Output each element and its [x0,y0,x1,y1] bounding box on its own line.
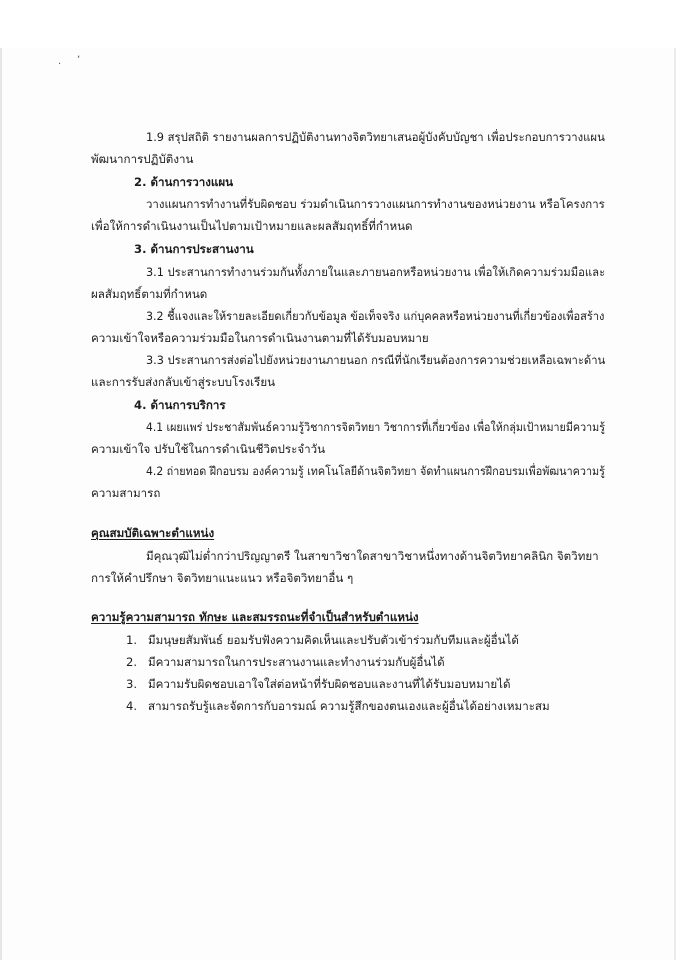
item-4-2-line-2: ความสามารถ [91,486,161,500]
qualifications-heading: คุณสมบัติเฉพาะตำแหน่ง [91,526,215,540]
item-3-2-line-2: ความเข้าใจหรือความร่วมมือในการดำเนินงานตามที่ได้รับมอบหมาย [91,331,429,345]
section-3-heading: 3. ด้านการประสานงาน [134,242,254,256]
list-text: มีความสามารถในการประสานงานและทำงานร่วมกับผู้อื่นได้ [148,655,445,669]
item-3-1-line-1: 3.1 ประสานการทำงานร่วมกันทั้งภายในและภายนอกหรือหน่วยงาน เพื่อให้เกิดความร่วมมือและ [146,265,606,279]
section-2-line-1: วางแผนการทำงานที่รับผิดชอบ ร่วมดำเนินการวางแผนการทำงานของหน่วยงาน หรือโครงการ [146,197,605,211]
qualifications-line-1: มีคุณวุฒิไม่ต่ำกว่าปริญญาตรี ในสาขาวิชาใดสาขาวิชาหนึ่งทางด้านจิตวิทยาคลินิก จิตวิทยา [146,549,599,563]
list-number: 2. [126,655,138,669]
item-3-1-line-2: ผลสัมฤทธิ์ตามที่กำหนด [91,287,208,301]
list-text: มีมนุษยสัมพันธ์ ยอมรับฟังความคิดเห็นและปรับตัวเข้าร่วมกับทีมและผู้อื่นได้ [148,633,519,647]
list-number: 3. [126,677,138,691]
item-4-2-line-1: 4.2 ถ่ายทอด ฝึกอบรม องค์ความรู้ เทคโนโลยีด้านจิตวิทยา จัดทำแผนการฝึกอบรมเพื่อพัฒนาความรู้ [146,464,605,478]
list-text: มีความรับผิดชอบเอาใจใส่ต่อหน้าที่รับผิดชอบและงานที่ได้รับมอบหมายได้ [148,677,511,691]
list-number: 4. [126,699,138,713]
item-1-9-line-2: พัฒนาการปฏิบัติงาน [91,152,194,166]
section-2-line-2: เพื่อให้การดำเนินงานเป็นไปตามเป้าหมายและผลสัมฤทธิ์ที่กำหนด [91,219,413,233]
scan-edge-left [0,48,2,960]
item-3-3-line-1: 3.3 ประสานการส่งต่อไปยังหน่วยงานภายนอก กรณีที่นักเรียนต้องการความช่วยเหลือเฉพาะด้าน [146,353,606,367]
competencies-heading: ความรู้ความสามารถ ทักษะ และสมรรถนะที่จำเป็นสำหรับตำแหน่ง [91,610,419,624]
competency-item-3 [126,677,511,691]
section-4-heading: 4. ด้านการบริการ [134,398,226,412]
qualifications-line-2: การให้คำปรึกษา จิตวิทยาแนะแนว หรือจิตวิทยาอื่น ๆ [91,571,354,585]
scan-speck: · [58,59,62,70]
item-1-9-line-1: 1.9 สรุปสถิติ รายงานผลการปฏิบัติงานทางจิตวิทยาเสนอผู้บังคับบัญชา เพื่อประกอบการวางแผน [146,130,605,144]
competency-item-1 [126,633,519,647]
item-3-2-line-1: 3.2 ชี้แจงและให้รายละเอียดเกี่ยวกับข้อมูล ข้อเท็จจริง แก่บุคคลหรือหน่วยงานที่เกี่ยวข้องเพื่อสร้าง [146,309,605,323]
item-3-3-line-2: และการรับส่งกลับเข้าสู่ระบบโรงเรียน [91,375,276,389]
scan-speck: ‚ [77,49,81,60]
item-4-1-line-1: 4.1 เผยแพร่ ประชาสัมพันธ์ความรู้วิชาการจิตวิทยา วิชาการที่เกี่ยวข้อง เพื่อให้กลุ่มเป้าหมายมีความรู้ [146,420,605,434]
section-2-heading: 2. ด้านการวางแผน [134,175,234,189]
top-margin [0,0,676,48]
item-4-1-line-2: ความเข้าใจ ปรับใช้ในการดำเนินชีวิตประจำวัน [91,442,326,456]
competency-item-4 [126,699,550,713]
list-number: 1. [126,633,138,647]
competency-item-2 [126,655,445,669]
list-text: สามารถรับรู้และจัดการกับอารมณ์ ความรู้สึกของตนเองและผู้อื่นได้อย่างเหมาะสม [148,699,550,713]
